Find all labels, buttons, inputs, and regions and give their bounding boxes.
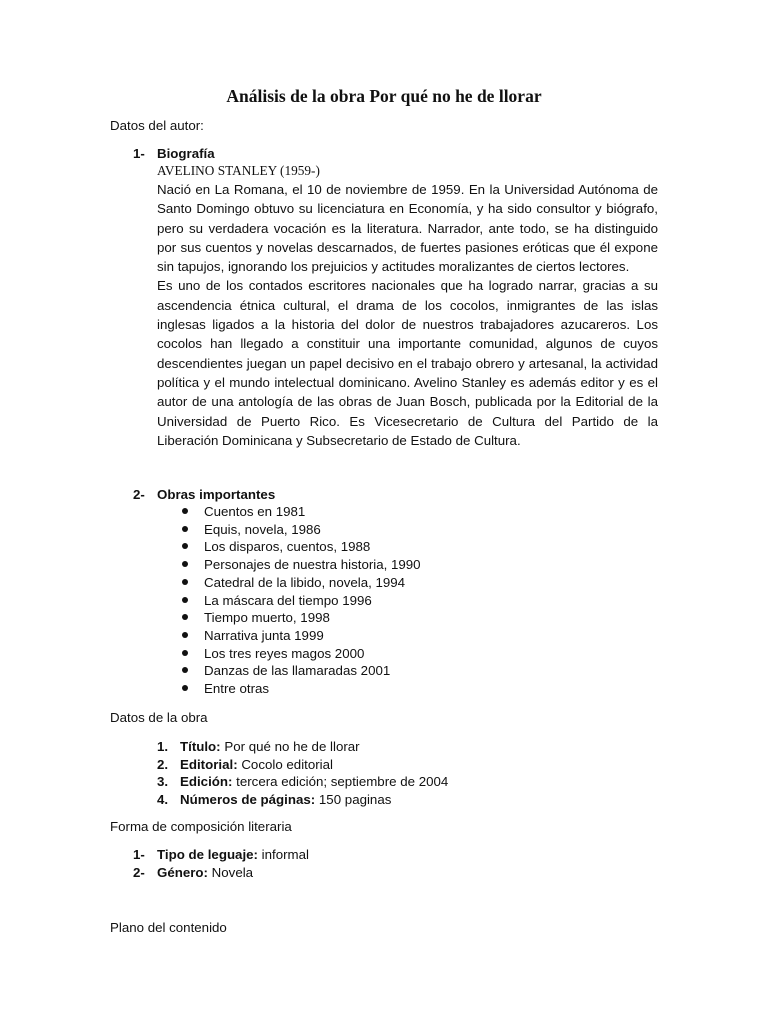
bullet-icon [182, 561, 188, 567]
list-item: Entre otras [180, 680, 421, 698]
biografia-heading: Biografía [157, 146, 215, 161]
list-item: 4. Números de páginas: 150 paginas [157, 792, 392, 808]
list-item: 3. Edición: tercera edición; septiembre de 2004 [157, 774, 449, 790]
bullet-icon [182, 650, 188, 656]
section-plano-contenido: Plano del contenido [110, 920, 227, 935]
bullet-icon [182, 579, 188, 585]
list-item: Los disparos, cuentos, 1988 [180, 538, 421, 556]
bullet-icon [182, 508, 188, 514]
list-item: Los tres reyes magos 2000 [180, 645, 421, 663]
section-datos-autor: Datos del autor: [110, 118, 204, 133]
biography-text [157, 180, 658, 450]
obras-number: 2- [133, 487, 145, 502]
bullet-icon [182, 667, 188, 673]
forma-item-number: 2- [133, 865, 145, 880]
list-item: Tiempo muerto, 1998 [180, 609, 421, 627]
forma-item-number: 1- [133, 847, 145, 862]
section-forma-composicion: Forma de composición literaria [110, 819, 292, 834]
list-item: Danzas de las llamaradas 2001 [180, 662, 421, 680]
list-item: La máscara del tiempo 1996 [180, 592, 421, 610]
bullet-icon [182, 632, 188, 638]
works-list [180, 503, 421, 698]
author-name-line: AVELINO STANLEY (1959-) [157, 163, 320, 178]
list-item: 1. Título: Por qué no he de llorar [157, 739, 360, 754]
biography-paragraph: Nació en La Romana, el 10 de noviembre de 1959. En la Universidad Autónoma de Santo Domingo obtuvo su licenciatura en Economía, y ha sido consultor y biógrafo, pero su verdadera vocación es la literatura. Narrador, ante todo, se ha distinguido por sus cuentos y novelas descarnados, de fuertes pasiones eróticas que él expone sin tapujos, ignorando los prejuicios y actitudes moralizantes de ciertos lectores. [157, 182, 658, 275]
bullet-icon [182, 543, 188, 549]
bullet-icon [182, 597, 188, 603]
bullet-icon [182, 685, 188, 691]
biografia-number: 1- [133, 146, 145, 161]
list-item: Catedral de la libido, novela, 1994 [180, 574, 421, 592]
list-item: Personajes de nuestra historia, 1990 [180, 556, 421, 574]
list-item: Cuentos en 1981 [180, 503, 421, 521]
list-item: Equis, novela, 1986 [180, 521, 421, 539]
forma-item: Tipo de leguaje: informal [157, 847, 309, 862]
document-title: Análisis de la obra Por qué no he de llorar [226, 86, 542, 106]
obras-heading: Obras importantes [157, 487, 276, 502]
list-item: 2. Editorial: Cocolo editorial [157, 756, 333, 772]
section-datos-obra: Datos de la obra [110, 710, 208, 725]
list-item: Narrativa junta 1999 [180, 627, 421, 645]
obra-data-list [157, 738, 448, 809]
bullet-icon [182, 526, 188, 532]
forma-item: Género: Novela [157, 865, 254, 880]
bullet-icon [182, 614, 188, 620]
biography-paragraph: Es uno de los contados escritores nacionales que ha logrado narrar, gracias a su ascendencia étnica cultural, el drama de los cocolos, inmigrantes de las islas inglesas ligados a la historia del dolor de nuestros trabajadores azucareros. Los cocolos han llegado a constituir una importante comunidad, algunos de cuyos descendientes juegan un papel decisivo en el trabajo obrero y artesanal, la actividad política y el mundo intelectual dominicano. Avelino Stanley es además editor y es el autor de una antología de las obras de Juan Bosch, publicada por la Editorial de la Universidad de Puerto Rico. Es Vicesecretario de Cultura del Partido de la Liberación Dominicana y Subsecretario de Estado de Cultura. [157, 278, 658, 448]
